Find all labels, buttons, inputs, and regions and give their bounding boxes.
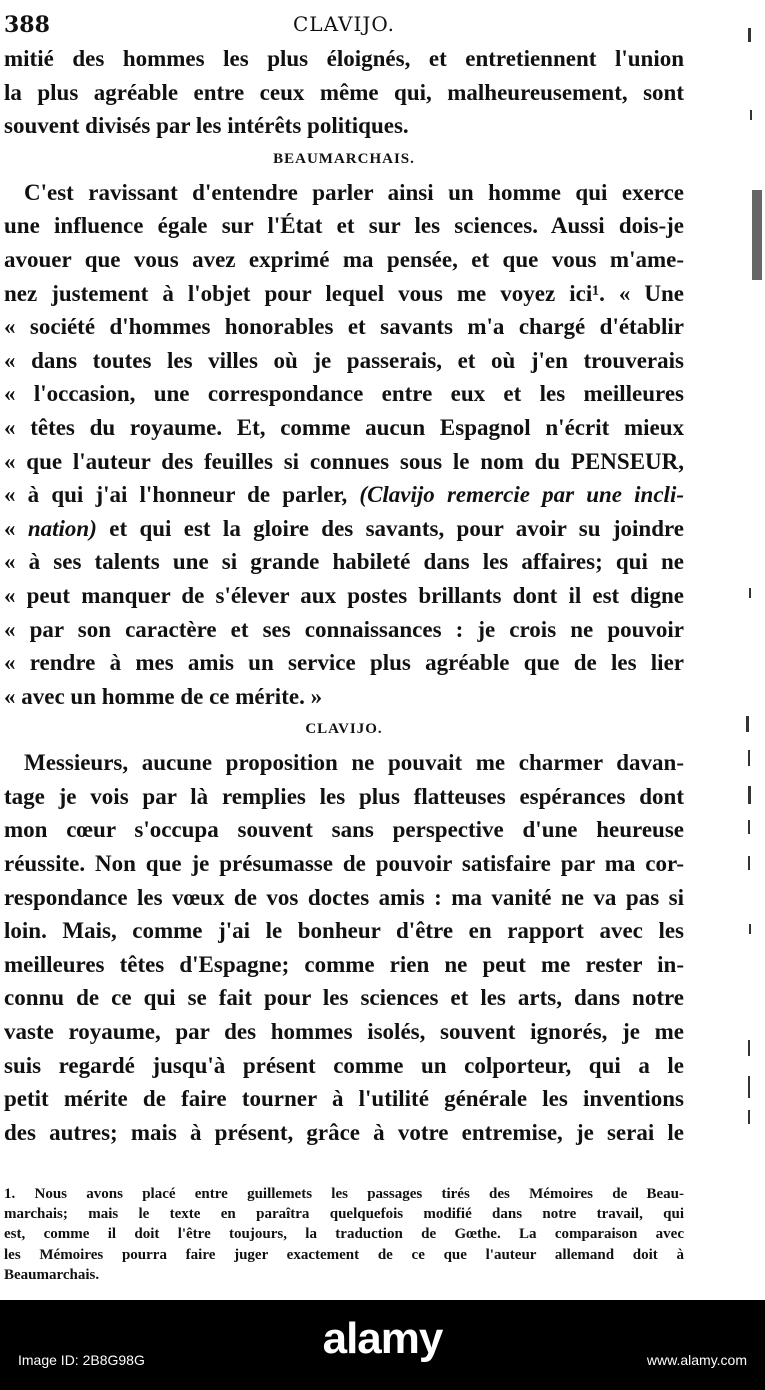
- text-line: meilleures têtes d'Espagne; comme rien ne peut me rester in-: [4, 951, 684, 977]
- running-title: CLAVIJO.: [293, 12, 395, 36]
- text-segment: et qui est la gloire des savants, pour avoir su joindre: [96, 515, 685, 541]
- text-line: mitié des hommes les plus éloignés, et entretiennent l'union: [4, 46, 684, 71]
- text-line: « têtes du royaume. Et, comme aucun Espagnol n'écrit mieux: [4, 414, 684, 440]
- scan-artifact: [748, 1110, 750, 1124]
- text-line: « à ses talents une si grande habileté dans les affaires; qui ne: [4, 549, 684, 575]
- text-segment: «: [4, 515, 28, 541]
- text-line: une influence égale sur l'État et sur les sciences. Aussi dois-je: [4, 213, 684, 239]
- speaker-name: CLAVIJO.: [305, 721, 383, 738]
- watermark-bar: [0, 1300, 765, 1390]
- text-line: « peut manquer de s'élever aux postes brillants dont il est digne: [4, 582, 684, 608]
- alamy-logo: alamy: [322, 1314, 443, 1363]
- text-line: C'est ravissant d'entendre parler ainsi un homme qui exerce: [24, 179, 684, 205]
- text-line: réussite. Non que je présumasse de pouvoir satisfaire par ma cor-: [4, 851, 684, 877]
- text-line: souvent divisés par les intérêts politiques.: [4, 113, 409, 139]
- footnote-line: les Mémoires pourra faire juger exactement de ce que l'auteur allemand doit à: [4, 1246, 684, 1263]
- scan-artifact: [748, 856, 750, 870]
- text-line: nez justement à l'objet pour lequel vous me voyez ici¹. « Une: [4, 280, 684, 306]
- text-line: suis regardé jusqu'à présent comme un colporteur, qui a le: [4, 1052, 684, 1078]
- footnote-line: est, comme il doit l'être toujours, la traduction de Gœthe. La comparaison avec: [4, 1226, 684, 1243]
- text-line: avouer que vous avez exprimé ma pensée, et que vous m'ame-: [4, 246, 684, 272]
- scan-artifact: [746, 716, 749, 732]
- text-line: « que l'auteur des feuilles si connues sous le nom du PENSEUR,: [4, 448, 684, 474]
- footnote-line: 1. Nous avons placé entre guillemets les passages tirés des Mémoires de Beau-: [4, 1186, 684, 1202]
- scan-artifact: [749, 588, 751, 598]
- text-line: « société d'hommes honorables et savants m'a chargé d'établir: [4, 314, 684, 340]
- speaker-name: BEAUMARCHAIS.: [273, 150, 415, 167]
- text-line: « rendre à mes amis un service plus agréable que de les lier: [4, 650, 684, 676]
- scan-artifact: [748, 28, 751, 42]
- text-line: des autres; mais à présent, grâce à votre entremise, je serai le: [4, 1119, 684, 1145]
- text-line: Messieurs, aucune proposition ne pouvait me charmer davan-: [24, 750, 684, 776]
- text-line: « avec un homme de ce mérite. »: [4, 683, 323, 709]
- scan-artifact: [748, 1076, 750, 1098]
- scan-artifact: [750, 110, 752, 120]
- stage-direction: (Clavijo remercie par une incli-: [359, 482, 684, 508]
- footnote-line: Beaumarchais.: [4, 1266, 100, 1283]
- text-line: vaste royaume, par des hommes isolés, souvent ignorés, je me: [4, 1019, 684, 1045]
- text-line: loin. Mais, comme j'ai le bonheur d'être en rapport avec les: [4, 918, 684, 944]
- watermark-url: www.alamy.com: [646, 1352, 747, 1368]
- scan-artifact: [748, 750, 750, 766]
- footnote-line: marchais; mais le texte en paraîtra quelquefois modifié dans notre travail, qui: [4, 1206, 684, 1223]
- text-line: petit mérite de faire tourner à l'utilité générale les inventions: [4, 1086, 684, 1112]
- scan-artifact: [748, 820, 750, 834]
- text-line: « par son caractère et ses connaissances : je crois ne pouvoir: [4, 616, 684, 642]
- scan-artifact: [752, 190, 762, 280]
- text-line: connu de ce qui se fait pour les sciences et les arts, dans notre: [4, 985, 684, 1011]
- text-line: respondance les vœux de vos doctes amis : ma vanité ne va pas si: [4, 884, 684, 910]
- text-line: mon cœur s'occupa souvent sans perspective d'une heureuse: [4, 817, 684, 843]
- text-line: « l'occasion, une correspondance entre eux et les meilleures: [4, 381, 684, 407]
- stage-direction: nation): [27, 515, 97, 541]
- footnote: [4, 1184, 684, 1285]
- text-line: « dans toutes les villes où je passerais, et où j'en trouverais: [4, 347, 684, 373]
- page-number: 388: [4, 12, 50, 38]
- scan-artifact: [749, 924, 751, 934]
- image-id: Image ID: 2B8G98G: [18, 1352, 145, 1368]
- text-segment: « à qui j'ai l'honneur de parler,: [4, 482, 360, 508]
- scan-artifact: [748, 786, 751, 804]
- page-header: [4, 12, 684, 42]
- text-line: [4, 478, 684, 512]
- body-text: [4, 42, 684, 1149]
- text-line: [4, 512, 684, 546]
- text-line: la plus agréable entre ceux même qui, malheureusement, sont: [4, 79, 684, 105]
- scan-artifact: [748, 1040, 750, 1056]
- text-line: tage je vois par là remplies les plus flatteuses espérances dont: [4, 783, 684, 809]
